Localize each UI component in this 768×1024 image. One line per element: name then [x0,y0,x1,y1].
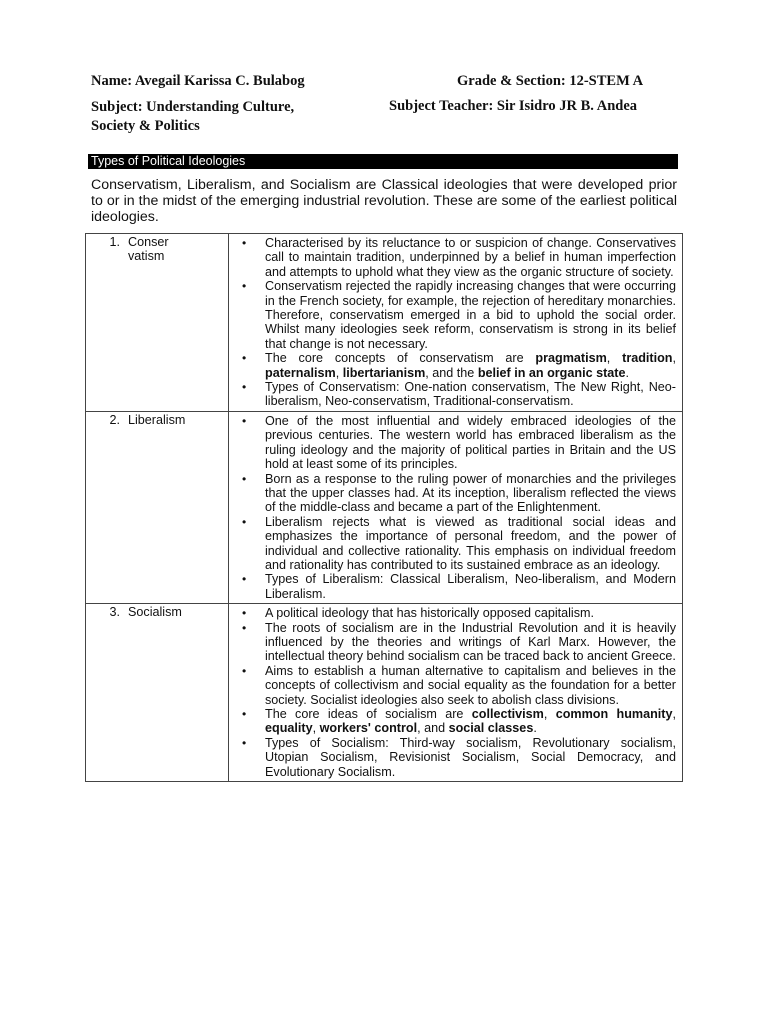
bullet-text: Aims to establish a human alternative to capitalism and believes in the concepts of collectivism and social equality as the foundation for a better society. Socialist ideologies also seek to abolish class divisions. [265,663,676,707]
bullet-point [229,707,676,736]
bullet-text: The core ideas of socialism are collectivism, common humanity, equality, workers' control, and social classes. [265,707,676,736]
bullet-point [229,664,676,707]
bullet-icon: • [242,351,247,366]
ideology-name-cell [86,604,229,782]
bullet-text: Types of Socialism: Third-way socialism, Revolutionary socialism, Utopian Socialism, Revisionist Socialism, Social Democracy, and Evolutionary Socialism. [265,735,676,779]
ideology-number: 1. [109,235,120,249]
bullet-point [229,236,676,279]
subject [91,98,294,135]
ideology-number: 3. [109,605,120,620]
grade-section: Grade & Section: 12-STEM A [457,73,644,89]
bullet-icon: • [242,606,247,621]
section-title: Types of Political Ideologies [88,154,678,169]
bullet-icon: • [242,707,247,721]
bullet-text: One of the most influential and widely embraced ideologies of the previous centuries. The western world has embraced liberalism as the ruling ideology and the majority of political parties in Britain and the US hold at least some of its principles. [265,413,676,472]
bullet-point [229,380,676,409]
bullet-point [229,572,676,601]
bullet-icon: • [242,514,247,529]
bullet-list [229,412,682,603]
bullet-text: Born as a response to the ruling power of monarchies and the privileges that the upper classes had. At its inception, liberalism reflected the views of the middle-class and became a part of the Enlightenment. [265,471,676,515]
student-name: Name: Avegail Karissa C. Bulabog [91,73,305,89]
bullet-point [229,351,676,380]
ideology-description-cell [229,234,683,412]
bullet-icon: • [242,735,247,750]
bullet-icon: • [242,572,247,587]
bullet-text: Types of Conservatism: One-nation conservatism, The New Right, Neo-liberalism, Neo-conservatism, Traditional-conservatism. [265,380,676,409]
intro-paragraph: Conservatism, Liberalism, and Socialism are Classical ideologies that were developed prior to or in the midst of the emerging industrial revolution. These are some of the earliest political ideologies. [91,177,677,225]
ideology-number: 2. [109,412,120,427]
bullet-text: The core concepts of conservatism are pragmatism, tradition, paternalism, libertarianism, and the belief in an organic state. [265,351,676,380]
bullet-text: The roots of socialism are in the Industrial Revolution and it is heavily influenced by the theories and writings of Karl Marx. However, the intellectual theory behind socialism can be traced back to ancient Greece. [265,620,676,664]
bullet-icon: • [242,236,247,250]
ideology-name: Conservatism [128,235,169,263]
bullet-text: Characterised by its reluctance to or suspicion of change. Conservatives call to maintain tradition, underpinned by a belief in human imperfection and attempts to uphold what they view as the organic structure of society. [265,236,676,279]
bullet-point [229,515,676,573]
ideology-description-cell [229,604,683,782]
bullet-list [229,234,682,411]
bullet-point [229,606,676,620]
subject-line-2: Society & Politics [91,117,200,134]
bullet-list [229,604,682,781]
ideology-row [86,411,683,603]
bullet-text: Types of Liberalism: Classical Liberalism, Neo-liberalism, and Modern Liberalism. [265,572,676,601]
bullet-point [229,414,676,472]
ideology-row [86,604,683,782]
ideology-name: Socialism [128,605,182,620]
bullet-text: A political ideology that has historically opposed capitalism. [265,606,595,621]
ideology-name-cell [86,234,229,412]
ideology-name-cell [86,411,229,603]
bullet-icon: • [242,380,247,395]
bullet-point [229,736,676,779]
bullet-icon: • [242,471,247,486]
ideology-table [85,233,683,782]
ideology-description-cell [229,411,683,603]
bullet-icon: • [242,620,247,635]
bullet-icon: • [242,413,247,428]
ideology-name: Liberalism [128,412,186,427]
ideology-row [86,234,683,412]
bullet-icon: • [242,279,247,294]
subject-line-1: Subject: Understanding Culture, [91,99,295,115]
bullet-text: Conservatism rejected the rapidly increasing changes that were occurring in the French society, for example, the rejection of hereditary monarchies. Therefore, conservatism emerged in a bid to uphold the social order. Whilst many ideologies seek reform, conservatism is strong in its belief that change is not necessary. [265,279,676,351]
bullet-icon: • [242,663,247,678]
bullet-point [229,621,676,664]
bullet-point [229,472,676,515]
subject-teacher: Subject Teacher: Sir Isidro JR B. Andea [389,98,638,114]
bullet-text: Liberalism rejects what is viewed as traditional social ideas and emphasizes the importance of personal freedom, and the power of individual and collective rationality. This emphasis on individual freedom and rationality has contributed to its sustained embrace as an ideology. [265,514,676,572]
bullet-point [229,279,676,351]
